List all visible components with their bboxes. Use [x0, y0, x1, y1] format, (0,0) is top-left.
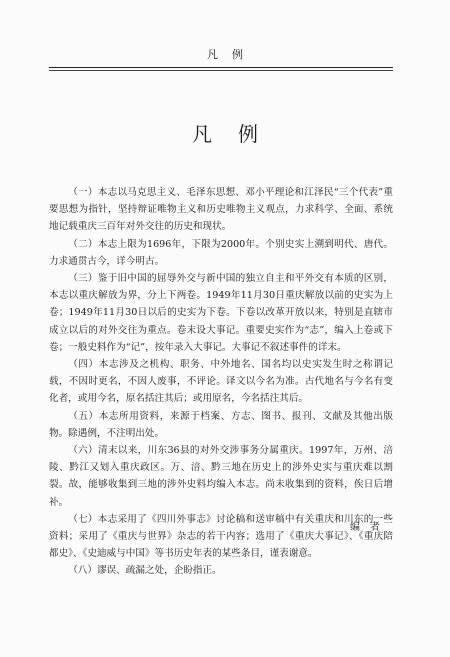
header-rule-thin — [49, 70, 393, 71]
note-item-1: （一）本志以马克思主义、毛泽东思想、邓小平理论和江泽民“三个代表”重要思想为指针，坚持辩证唯物主义和历史唯物主义观点，力求科学、全面、系统地记载重庆三百年对外交往的历史和现状。 — [49, 187, 393, 233]
page-title: 凡例 — [192, 122, 284, 146]
header-rule-thick — [49, 67, 393, 68]
note-item-7: （七）本志采用了《四川外事志》讨论稿和送审稿中有关重庆和川东的一些资料；采用了《重庆与世界》杂志的若干内容；选用了《重庆大事记》、《重庆陪都史》、《史迪威与中国》等书历史年表的某些条目，谨表谢意。 — [49, 513, 393, 560]
note-item-3: （三）鉴于旧中国的屈辱外交与新中国的独立自主和平外交有本质的区别，本志以重庆解放为界，分上下两卷。1949年11月30日重庆解放以前的史实为上卷；1949年11月30日以后的史实为下卷。下卷以改革开放以来，特别是直辖市成立以后的对外交往为重点。卷末设大事记。重要史实作为“志”，编入上卷或下卷；一般史料作为“记”，按年录入大事记。大事记不叙述事件的详末。 — [49, 273, 393, 353]
note-item-6: （六）清末以来，川东36县的对外交涉事务分属重庆。1997年，万州、涪陵、黔江又划入重庆政区。万、涪、黔三地在历史上的涉外史实与重庆难以割裂。故，能够收集到三地的涉外史料均编入本志。尚未收集到的资料，俟日后增补。 — [49, 445, 393, 508]
note-item-5: （五）本志所用资料，来源于档案、方志、图书、报刊、文献及其他出版物。除遇例，不注明出处。 — [49, 410, 393, 439]
note-item-2: （二）本志上限为1696年，下限为2000年。个别史实上溯到明代、唐代。力求通贯古今，详今明古。 — [49, 238, 393, 267]
notes-body — [49, 184, 393, 580]
editor-signature: 编者 — [350, 522, 390, 533]
note-item-4: （四）本志涉及之机构、职务、中外地名、国名均以史实发生时之称谓记载，不因时更名，不因人废事，不评论。译文以今名为准。古代地名与今名有变化者，或用今名，原名括注其后；或用原名，今名括注其后。 — [49, 359, 393, 405]
running-head: 凡例 — [207, 48, 257, 61]
note-item-8: （八）谬误、疏漏之处，企盼指正。 — [68, 565, 222, 577]
